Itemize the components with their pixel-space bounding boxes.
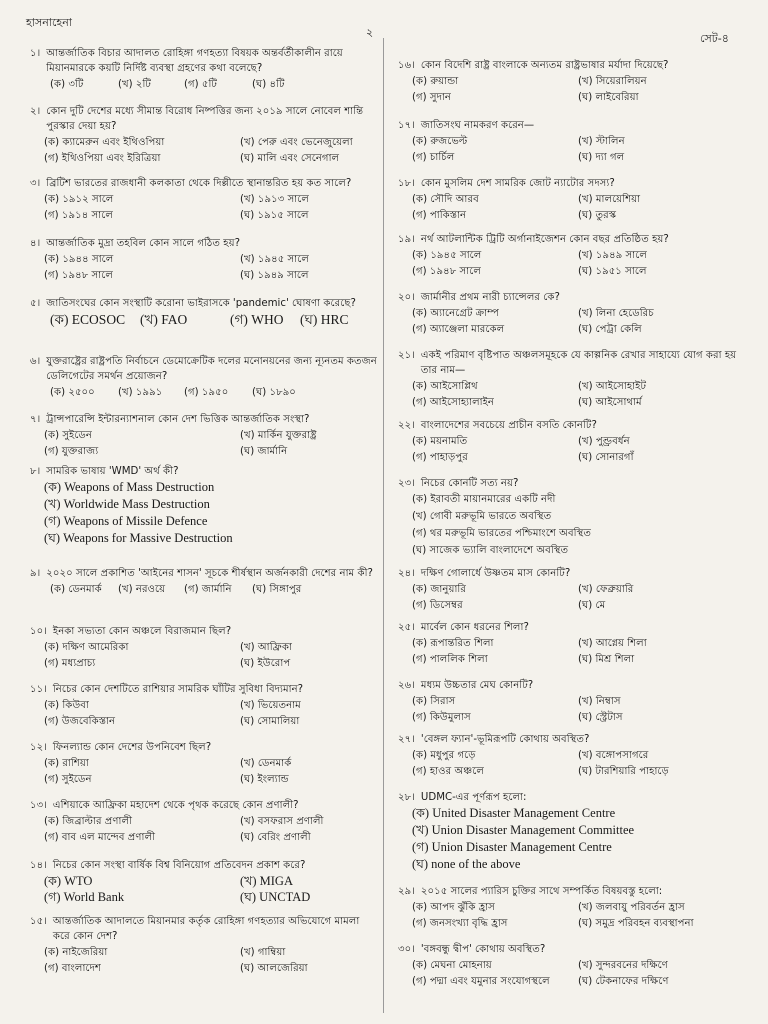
- answer-option[interactable]: (গ) চার্চিল: [412, 152, 455, 163]
- question-item: [398, 566, 750, 614]
- answer-option[interactable]: (গ) পাললিক শিলা: [412, 654, 488, 665]
- option-group: [398, 192, 750, 224]
- question-number: ৪।: [30, 238, 41, 249]
- question-text: কোন দুটি দেশের মধ্যে সীমান্ত বিরোধ নিষ্পত্তির জন্য ২০১৯ সালে নোবেল শান্তি পুরস্কার দেয়া হয়?: [46, 106, 364, 132]
- option-group: [30, 428, 378, 460]
- answer-option[interactable]: (গ) WHO: [230, 312, 284, 327]
- answer-option[interactable]: (ক) সুইডেন: [44, 430, 93, 441]
- question-item: [398, 58, 750, 106]
- question-item: [30, 46, 378, 93]
- question-number: ১৯।: [398, 234, 415, 245]
- question-item: [30, 236, 378, 284]
- option-group: [30, 135, 378, 167]
- question-item: [398, 348, 750, 411]
- question-number: ৫।: [30, 298, 41, 309]
- answer-option[interactable]: (খ) গাম্বিয়া: [240, 947, 286, 958]
- answer-option[interactable]: (ঘ) তুরস্ক: [578, 210, 617, 221]
- option-group: [398, 806, 750, 874]
- option-group: [398, 694, 750, 726]
- page-number: ২: [366, 26, 374, 39]
- answer-option[interactable]: (ক) সিরাস: [412, 696, 456, 707]
- answer-option[interactable]: (খ) ফেব্রুয়ারি: [578, 584, 634, 595]
- answer-option[interactable]: (ঘ) টারশিয়ারি পাহাড়ে: [578, 766, 669, 777]
- option-group: [398, 582, 750, 614]
- question-item: [398, 290, 750, 338]
- set-label: সেট-৪: [700, 32, 729, 45]
- question-item: [30, 464, 378, 548]
- question-item: [398, 884, 750, 932]
- answer-option[interactable]: (ক) জানুয়ারি: [412, 584, 466, 595]
- answer-option[interactable]: (গ) যুক্তরাজ্য: [44, 446, 99, 457]
- question-item: [30, 176, 378, 224]
- option-group: [30, 756, 378, 788]
- option-group: [30, 874, 378, 906]
- question-text: ২০১৫ সালের প্যারিস চুক্তির সাথে সম্পর্কিত বিষয়বস্তু হলো:: [420, 886, 663, 897]
- answer-option[interactable]: (ঘ) ১৯৫১ সালে: [578, 266, 647, 277]
- answer-option[interactable]: (ঘ) বেরিং প্রণালী: [240, 832, 311, 843]
- question-text: নিচের কোনটি সত্য নয়?: [420, 478, 519, 489]
- answer-option[interactable]: (খ) গোবী মরুভূমি ভারতে অবস্থিত: [412, 511, 552, 522]
- answer-option[interactable]: (খ) ১৯১৩ সালে: [240, 194, 309, 205]
- option-group: [30, 252, 378, 284]
- answer-option[interactable]: (গ) Union Disaster Management Centre: [412, 840, 612, 854]
- question-text: যুক্তরাষ্ট্রের রাষ্ট্রপতি নির্বাচনে ডেমোক্রেটিক দলের মনোনয়নের জন্য ন্যূনতম কতজন ডেলিগেটের সমর্থন প্রয়োজন?: [46, 356, 377, 382]
- question-number: ২০।: [398, 292, 415, 303]
- option-group: [398, 434, 750, 466]
- question-number: ৬।: [30, 356, 41, 367]
- answer-option[interactable]: (গ) আইসোহ্যালাইন: [412, 397, 495, 408]
- answer-option[interactable]: (গ) ইথিওপিয়া এবং ইরিত্রিয়া: [44, 153, 161, 164]
- answer-option[interactable]: (ঘ) সোমালিয়া: [240, 716, 300, 727]
- question-number: ১১।: [30, 684, 47, 695]
- answer-option[interactable]: (ঘ) টেকনাফের দক্ষিণে: [578, 976, 669, 987]
- answer-option[interactable]: (ক) রূপান্তরিত শিলা: [412, 638, 494, 649]
- answer-option[interactable]: (ক) মধুপুর গড়ে: [412, 750, 476, 761]
- question-item: [30, 858, 378, 906]
- question-text: আন্তর্জাতিক মুদ্রা তহবিল কোন সালে গঠিত হয়?: [46, 238, 241, 249]
- answer-option[interactable]: (ঘ) ১৯৪৯ সালে: [240, 270, 309, 281]
- answer-option[interactable]: (ঘ) ৪টি: [252, 79, 285, 90]
- question-text: জাতিসংঘের কোন সংস্থাটি করোনা ভাইরাসকে 'pandemic' ঘোষণা করেছে?: [46, 298, 356, 309]
- option-group: [30, 814, 378, 846]
- question-number: ২৬।: [398, 680, 415, 691]
- answer-option[interactable]: (গ) মধ্যপ্রাচ্য: [44, 658, 96, 669]
- option-group: [30, 640, 378, 672]
- answer-option[interactable]: (গ) পাহাড়পুর: [412, 452, 468, 463]
- question-number: ১৬।: [398, 60, 415, 71]
- book-title: হাসনাহেনা: [26, 16, 72, 29]
- answer-option[interactable]: (ঘ) ১৯১৫ সালে: [240, 210, 309, 221]
- question-number: ১৭।: [398, 120, 415, 131]
- question-item: [398, 678, 750, 726]
- answer-option[interactable]: (খ) মার্কিন যুক্তরাষ্ট্র: [240, 430, 317, 441]
- question-text: মার্বেল কোন ধরনের শিলা?: [420, 622, 529, 633]
- question-text: আন্তর্জাতিক আদালতে মিয়ানমার কর্তৃক রোহিঙ্গা গণহত্যার অভিযোগে মামলা করে কোন দেশ?: [52, 916, 360, 942]
- question-text: এশিয়াকে আফ্রিকা মহাদেশ থেকে পৃথক করেছে কোন প্রণালী?: [52, 800, 299, 811]
- question-text: 'বেঙ্গল ফ্যান'-ভূমিরূপটি কোথায় অবস্থিত?: [420, 734, 590, 745]
- answer-option[interactable]: (ঘ) UNCTAD: [240, 890, 311, 904]
- answer-option[interactable]: (ঘ) Weapons for Massive Destruction: [44, 531, 233, 545]
- answer-option[interactable]: (খ) Union Disaster Management Committee: [412, 823, 635, 837]
- question-number: ২৮।: [398, 792, 415, 803]
- answer-option[interactable]: (ক) ইরাবতী মায়ানমারের একটি নদী: [412, 494, 556, 505]
- question-text: একই পরিমাণ বৃষ্টিপাত অঞ্চলসমূহকে যে কাল্পনিক রেখার সাহায্যে যোগ করা হয় তার নাম—: [420, 350, 737, 376]
- answer-option[interactable]: (ক) United Disaster Management Centre: [412, 806, 616, 820]
- answer-option[interactable]: (খ) পেরু এবং ভেনেজুয়েলা: [240, 137, 353, 148]
- answer-option[interactable]: (ঘ) ইউরোপ: [240, 658, 291, 669]
- answer-option[interactable]: (ক) ডেনমার্ক: [50, 584, 102, 595]
- answer-option[interactable]: (খ) আগ্নেয় শিলা: [578, 638, 647, 649]
- answer-option[interactable]: (খ) পুণ্ড্রবর্ধন: [578, 436, 630, 447]
- answer-option[interactable]: (গ) অ্যাঞ্জেলা মারকেল: [412, 324, 505, 335]
- question-number: ১২।: [30, 742, 47, 753]
- question-number: ১৪।: [30, 860, 47, 871]
- answer-option[interactable]: (ঘ) ইংল্যান্ড: [240, 774, 289, 785]
- question-text: ২০২০ সালে প্রকাশিত 'আইনের শাসন' সূচকে শীর্ষস্থান অর্জনকারী দেশের নাম কী?: [46, 568, 373, 579]
- question-number: ১৫।: [30, 916, 47, 927]
- answer-option[interactable]: (ক) রুয়ান্ডা: [412, 76, 459, 87]
- answer-option[interactable]: (গ) Weapons of Missile Defence: [44, 514, 208, 528]
- question-item: [30, 412, 378, 460]
- question-number: ১।: [30, 48, 41, 59]
- question-text: বাংলাদেশের সবচেয়ে প্রাচীন বসতি কোনটি?: [420, 420, 597, 431]
- answer-option[interactable]: (ঘ) সিঙ্গাপুর: [252, 584, 302, 595]
- question-number: ১০।: [30, 626, 47, 637]
- answer-option[interactable]: (খ) স্টালিন: [578, 136, 625, 147]
- question-text: নর্থ আটলান্টিক ট্রিটি অর্গানাইজেশন কোন বছর প্রতিষ্ঠিত হয়?: [420, 234, 669, 245]
- option-group: [30, 77, 378, 93]
- question-number: ২২।: [398, 420, 415, 431]
- option-group: [398, 74, 750, 106]
- question-item: [398, 418, 750, 466]
- question-text: ইনকা সভ্যতা কোন অঞ্চলে বিরাজমান ছিল?: [52, 626, 232, 637]
- answer-option[interactable]: (খ) ১৯৪৫ সালে: [240, 254, 309, 265]
- answer-option[interactable]: (গ) ১৯৫০: [184, 387, 229, 398]
- answer-option[interactable]: (গ) জার্মানি: [184, 584, 232, 595]
- question-item: [398, 620, 750, 668]
- question-item: [30, 914, 378, 977]
- answer-option[interactable]: (খ) লিনা হেডেরিচ: [578, 308, 654, 319]
- answer-option[interactable]: (ক) ১৯৪৪ সালে: [44, 254, 114, 265]
- answer-option[interactable]: (ঘ) সমুদ্র পরিবহন ব্যবস্থাপনা: [578, 918, 694, 929]
- question-number: ২।: [30, 106, 41, 117]
- answer-option[interactable]: (খ) জলবায়ু পরিবর্তন হ্রাস: [578, 902, 685, 913]
- answer-option[interactable]: (ঘ) সোনারগাঁ: [578, 452, 634, 463]
- question-item: [398, 232, 750, 280]
- question-item: [30, 296, 378, 330]
- option-group: [398, 900, 750, 932]
- answer-option[interactable]: (ক) ময়নামতি: [412, 436, 468, 447]
- answer-option[interactable]: (ক) নাইজেরিয়া: [44, 947, 108, 958]
- answer-option[interactable]: (ঘ) আইসোথার্ম: [578, 397, 642, 408]
- answer-option[interactable]: (ক) আইসোপ্লিথ: [412, 381, 478, 392]
- question-number: ২৩।: [398, 478, 415, 489]
- answer-option[interactable]: (ক) ২৫০০: [50, 387, 95, 398]
- question-text: ব্রিটিশ ভারতের রাজধানী কলকাতা থেকে দিল্লীতে স্থানান্তরিত হয় কত সালে?: [46, 178, 352, 189]
- question-text: কোন মুসলিম দেশ সামরিক জোট ন্যাটোর সদস্য?: [420, 178, 615, 189]
- option-group: [30, 945, 378, 977]
- option-group: [30, 385, 378, 401]
- answer-option[interactable]: (ঘ) HRC: [300, 312, 349, 327]
- answer-option[interactable]: (ঘ) ১৮৯০: [252, 387, 296, 398]
- question-number: ১৮।: [398, 178, 415, 189]
- answer-option[interactable]: (ক) ১৯১২ সালে: [44, 194, 114, 205]
- option-group: [398, 379, 750, 411]
- answer-option[interactable]: (খ) ১৯৪৯ সালে: [578, 250, 647, 261]
- answer-option[interactable]: (ক) অ্যানেগ্রেট ক্রাম্প: [412, 308, 500, 319]
- answer-option[interactable]: (খ) সুন্দরবনের দক্ষিণে: [578, 960, 668, 971]
- answer-option[interactable]: (গ) থর মরুভূমি ভারতের পশ্চিমাংশে অবস্থিত: [412, 528, 591, 539]
- answer-option[interactable]: (ক) রাশিয়া: [44, 758, 89, 769]
- question-number: ২৫।: [398, 622, 415, 633]
- question-item: [30, 798, 378, 846]
- answer-option[interactable]: (ঘ) মে: [578, 600, 606, 611]
- question-item: [398, 942, 750, 990]
- option-group: [398, 134, 750, 166]
- question-item: [30, 104, 378, 167]
- question-item: [30, 740, 378, 788]
- answer-option[interactable]: (গ) World Bank: [44, 890, 125, 904]
- question-text: ট্রান্সপারেন্সি ইন্টারন্যাশনাল কোন দেশ ভিত্তিক আন্তর্জাতিক সংস্থা?: [46, 414, 310, 425]
- question-number: ২৯।: [398, 886, 415, 897]
- answer-option[interactable]: (খ) মালয়েশিয়া: [578, 194, 641, 205]
- question-item: [398, 732, 750, 780]
- question-text: 'বঙ্গবন্ধু দ্বীপ' কোথায় অবস্থিত?: [420, 944, 546, 955]
- question-text: কোন বিদেশি রাষ্ট্র বাংলাকে অন্যতম রাষ্ট্রভাষার মর্যাদা দিয়েছে?: [420, 60, 669, 71]
- question-text: ফিনল্যান্ড কোন দেশের উপনিবেশ ছিল?: [52, 742, 212, 753]
- question-item: [30, 354, 378, 401]
- answer-option[interactable]: (ঘ) আলজেরিয়া: [240, 963, 308, 974]
- answer-option[interactable]: (খ) Worldwide Mass Destruction: [44, 497, 210, 511]
- question-number: ৯।: [30, 568, 41, 579]
- question-item: [30, 566, 378, 598]
- question-number: ২৪।: [398, 568, 415, 579]
- question-text: আন্তর্জাতিক বিচার আদালত রোহিঙ্গা গণহত্যা বিষয়ক অন্তর্বর্তীকালীন রায়ে মিয়ানমারকে কয়টি নির্দিষ্ট ব্যবস্থা গ্রহণের কথা বলেছে?: [46, 48, 343, 74]
- question-item: [398, 790, 750, 874]
- answer-option[interactable]: (খ) আইসোহাইট: [578, 381, 646, 392]
- answer-option[interactable]: (গ) হাওর অঞ্চলে: [412, 766, 484, 777]
- answer-option[interactable]: (গ) পদ্মা এবং যমুনার সংযোগস্থলে: [412, 976, 550, 987]
- answer-option[interactable]: (খ) নরওয়ে: [118, 584, 166, 595]
- question-number: ৩।: [30, 178, 41, 189]
- answer-option[interactable]: (গ) ১৯৪৮ সালে: [412, 266, 481, 277]
- question-number: ২১।: [398, 350, 415, 361]
- answer-option[interactable]: (ক) সৌদি আরব: [412, 194, 479, 205]
- question-text: নিচের কোন সংস্থা বার্ষিক বিশ্ব বিনিয়োগ প্রতিবেদন প্রকাশ করে?: [52, 860, 306, 871]
- answer-option[interactable]: (গ) ডিসেম্বর: [412, 600, 463, 611]
- answer-option[interactable]: (ঘ) none of the above: [412, 857, 521, 871]
- answer-option[interactable]: (গ) সুদান: [412, 92, 451, 103]
- answer-option[interactable]: (ক) জিব্রাল্টার প্রণালী: [44, 816, 133, 827]
- answer-option[interactable]: (ঘ) পেট্রা কেলি: [578, 324, 642, 335]
- answer-option[interactable]: (ক) রুজভেল্ট: [412, 136, 468, 147]
- answer-option[interactable]: (খ) ডেনমার্ক: [240, 758, 292, 769]
- answer-option[interactable]: (গ) জনসংখ্যা বৃদ্ধি হ্রাস: [412, 918, 508, 929]
- question-text: জার্মানীর প্রথম নারী চ্যান্সেলর কে?: [420, 292, 560, 303]
- option-group: [30, 480, 378, 548]
- question-number: ২৭।: [398, 734, 415, 745]
- option-group: [398, 958, 750, 990]
- answer-option[interactable]: (খ) ২টি: [118, 79, 151, 90]
- answer-option[interactable]: (খ) আফ্রিকা: [240, 642, 292, 653]
- answer-option[interactable]: (ঘ) মালি এবং সেনেগাল: [240, 153, 340, 164]
- answer-option[interactable]: (গ) ১৯১৪ সালে: [44, 210, 113, 221]
- answer-option[interactable]: (গ) বাংলাদেশ: [44, 963, 101, 974]
- answer-option[interactable]: (গ) উজবেকিস্তান: [44, 716, 116, 727]
- question-text: নিচের কোন দেশটিতে রাশিয়ার সামরিক ঘাঁটির সুবিধা বিদ্যমান?: [52, 684, 304, 695]
- question-item: [398, 176, 750, 224]
- question-number: ৭।: [30, 414, 41, 425]
- answer-option[interactable]: (ক) ৩টি: [50, 79, 84, 90]
- question-number: ৮।: [30, 466, 41, 477]
- answer-option[interactable]: (গ) ৫টি: [184, 79, 217, 90]
- question-number: ৩০।: [398, 944, 415, 955]
- question-text: সামরিক ভাষায় 'WMD' অর্থ কী?: [46, 466, 179, 477]
- answer-option[interactable]: (ঘ) মিশ্র শিলা: [578, 654, 635, 665]
- option-group: [398, 306, 750, 338]
- question-item: [398, 476, 750, 560]
- answer-option[interactable]: (গ) কিউমুলাস: [412, 712, 471, 723]
- question-text: মধ্যম উচ্চতার মেঘ কোনটি?: [420, 680, 534, 691]
- answer-option[interactable]: (ঘ) দ্যা গল: [578, 152, 625, 163]
- answer-option[interactable]: (খ) ভিয়েতনাম: [240, 700, 301, 711]
- answer-option[interactable]: (খ) সিয়েরালিয়ন: [578, 76, 647, 87]
- question-item: [30, 682, 378, 730]
- option-group: [30, 192, 378, 224]
- answer-option[interactable]: (ক) কিউবা: [44, 700, 89, 711]
- answer-option[interactable]: (ঘ) সাজেক ভ্যালি বাংলাদেশে অবস্থিত: [412, 545, 569, 556]
- answer-option[interactable]: (ক) আপদ ঝুঁকি হ্রাস: [412, 902, 495, 913]
- answer-option[interactable]: (ঘ) স্ট্রেটাস: [578, 712, 623, 723]
- answer-option[interactable]: (ক) মেঘনা মোহনায়: [412, 960, 492, 971]
- question-item: [30, 624, 378, 672]
- answer-option[interactable]: (খ) বঙ্গোপসাগরে: [578, 750, 649, 761]
- answer-option[interactable]: (ক) ক্যামেরুন এবং ইথিওপিয়া: [44, 137, 165, 148]
- question-item: [398, 118, 750, 166]
- answer-option[interactable]: (গ) সুইডেন: [44, 774, 92, 785]
- answer-option[interactable]: (গ) বাব এল মান্দেব প্রণালী: [44, 832, 155, 843]
- option-group: [30, 582, 378, 598]
- option-group: [398, 492, 750, 560]
- answer-option[interactable]: (খ) FAO: [140, 312, 188, 327]
- answer-option[interactable]: (ক) WTO: [44, 874, 93, 888]
- option-group: [398, 748, 750, 780]
- answer-option[interactable]: (গ) ১৯৪৮ সালে: [44, 270, 113, 281]
- answer-option[interactable]: (গ) পাকিস্তান: [412, 210, 467, 221]
- column-divider: [383, 38, 384, 1013]
- option-group: [398, 636, 750, 668]
- option-group: [30, 312, 378, 330]
- answer-option[interactable]: (ঘ) জার্মানি: [240, 446, 288, 457]
- answer-option[interactable]: (খ) নিম্বাস: [578, 696, 621, 707]
- question-text: জাতিসংঘ নামকরণ করেন—: [420, 120, 535, 131]
- option-group: [398, 248, 750, 280]
- question-number: ১৩।: [30, 800, 47, 811]
- answer-option[interactable]: (ঘ) লাইবেরিয়া: [578, 92, 639, 103]
- question-text: দক্ষিণ গোলার্ধে উষ্ণতম মাস কোনটি?: [420, 568, 571, 579]
- answer-option[interactable]: (খ) MIGA: [240, 874, 293, 888]
- answer-option[interactable]: (ক) Weapons of Mass Destruction: [44, 480, 215, 494]
- answer-option[interactable]: (ক) দক্ষিণ আমেরিকা: [44, 642, 129, 653]
- answer-option[interactable]: (খ) বসফরাস প্রণালী: [240, 816, 324, 827]
- answer-option[interactable]: (ক) ECOSOC: [50, 312, 126, 327]
- answer-option[interactable]: (খ) ১৯৯১: [118, 387, 163, 398]
- option-group: [30, 698, 378, 730]
- question-text: UDMC-এর পূর্ণরূপ হলো:: [420, 792, 527, 803]
- answer-option[interactable]: (ক) ১৯৪৫ সালে: [412, 250, 482, 261]
